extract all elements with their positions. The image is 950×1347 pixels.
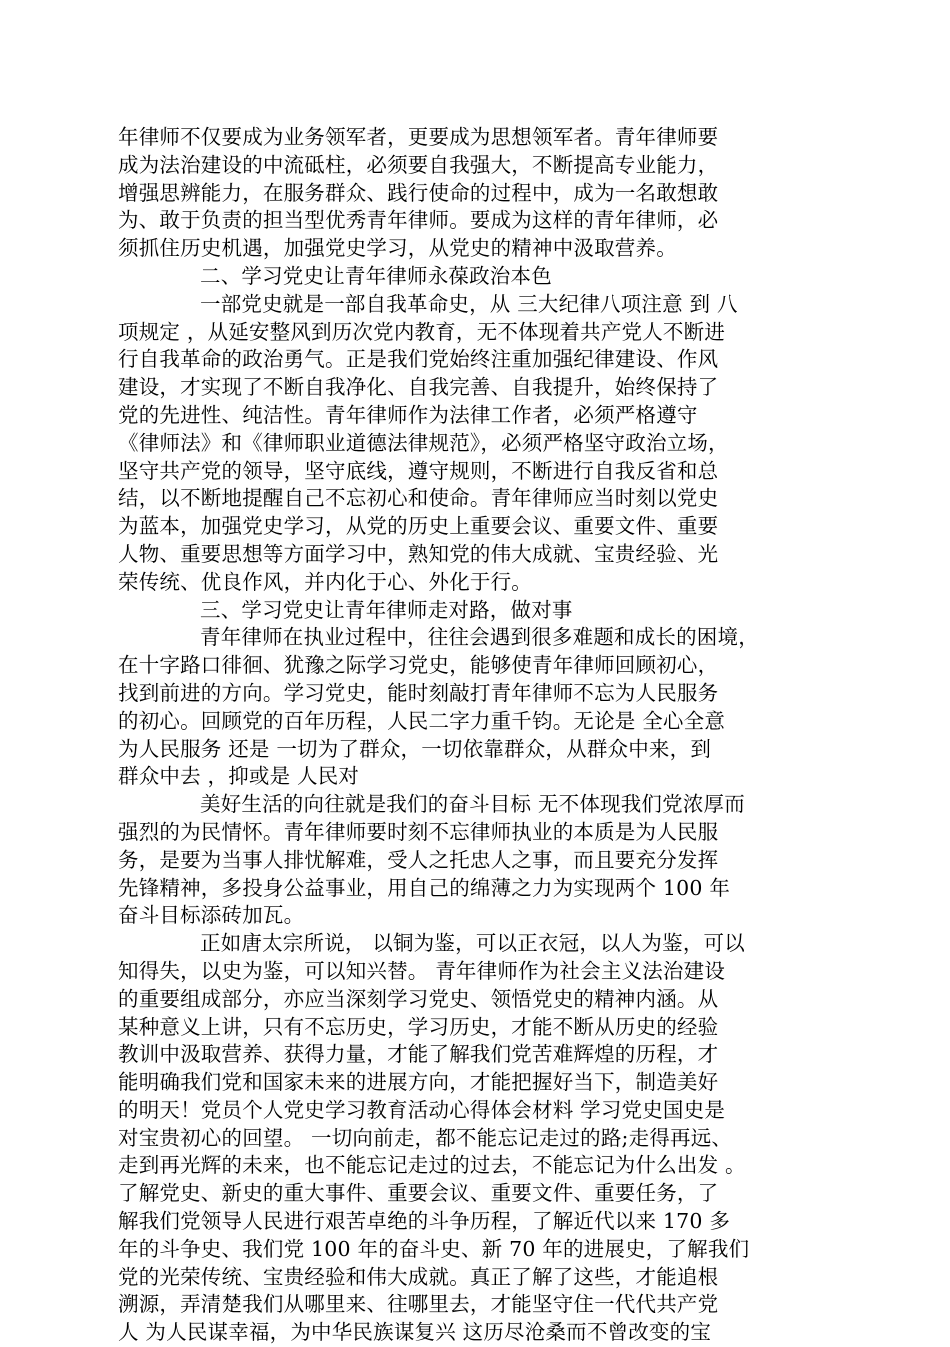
text-line: 务，是要为当事人排忧解难，受人之托忠人之事，而且要充分发挥 [118,847,719,872]
text-line: 年律师不仅要成为业务领军者，更要成为思想领军者。青年律师要 [118,125,719,149]
text-line: 对宝贵初心的回望。 一切向前走，都不能忘记走过的路;走得再远、 [118,1125,733,1150]
text-line: 为蓝本，加强党史学习，从党的历史上重要会议、重要文件、重要 [118,514,719,539]
text-line: 人物、重要思想等方面学习中，熟知党的伟大成就、宝贵经验、光 [118,541,719,566]
text-line: 为、敢于负责的担当型优秀青年律师。要成为这样的青年律师，必 [118,208,719,233]
text-line: 成为法治建设的中流砥柱，必须要自我强大，不断提高专业能力， [118,152,719,177]
paragraph-start-line: 三、学习党史让青年律师走对路，做对事 [200,597,573,622]
text-line: 党的先进性、纯洁性。青年律师作为法律工作者，必须严格遵守 [118,402,698,427]
text-line: 结，以不断地提醒自己不忘初心和使命。青年律师应当时刻以党史 [118,486,719,511]
text-line: 某种意义上讲，只有不忘历史，学习历史，才能不断从历史的经验 [118,1014,719,1039]
text-line: 年的斗争史、我们党 100 年的奋斗史、新 70 年的进展史，了解我们 [118,1236,750,1261]
text-line: 的明天！党员个人党史学习教育活动心得体会材料 学习党史国史是 [118,1097,726,1122]
text-line: 增强思辨能力，在服务群众、践行使命的过程中，成为一名敢想敢 [118,180,719,205]
paragraph-start-line: 一部党史就是一部自我革命史，从 三大纪律八项注意 到 八 [200,291,738,316]
text-line: 的重要组成部分，亦应当深刻学习党史、领悟党史的精神内涵。从 [118,986,719,1011]
text-line: 项规定 ，从延安整风到历次党内教育，无不体现着共产党人不断进 [118,319,726,344]
text-line: 的初心。回顾党的百年历程，人民二字力重千钧。无论是 全心全意 [118,708,726,733]
paragraph-start-line: 二、学习党史让青年律师永葆政治本色 [200,263,552,288]
paragraph-start-line: 正如唐太宗所说， 以铜为鉴，可以正衣冠，以人为鉴，可以 [200,931,745,956]
text-line: 能明确我们党和国家未来的进展方向，才能把握好当下，制造美好 [118,1070,719,1095]
text-line: 在十字路口徘徊、犹豫之际学习党史，能够使青年律师回顾初心， [118,653,719,678]
text-line: 溯源，弄清楚我们从哪里来、往哪里去，才能坚守住一代代共产党 [118,1292,719,1317]
text-line: 走到再光辉的未来，也不能忘记走过的过去，不能忘记为什么出发 。 [118,1153,746,1178]
text-line: 教训中汲取营养、获得力量，才能了解我们党苦难辉煌的历程，才 [118,1042,719,1067]
text-line: 人 为人民谋幸福，为中华民族谋复兴 这历尽沧桑而不曾改变的宝 [118,1320,712,1345]
text-line: 党的光荣传统、宝贵经验和伟大成就。真正了解了这些，才能追根 [118,1264,719,1289]
text-line: 坚守共产党的领导，坚守底线，遵守规则，不断进行自我反省和总 [118,458,719,483]
text-line: 知得失，以史为鉴，可以知兴替。 青年律师作为社会主义法治建设 [118,958,726,983]
text-line: 强烈的为民情怀。青年律师要时刻不忘律师执业的本质是为人民服 [118,819,719,844]
text-line: 行自我革命的政治勇气。正是我们党始终注重加强纪律建设、作风 [118,347,719,372]
text-line: 解我们党领导人民进行艰苦卓绝的斗争历程，了解近代以来 170 多 [118,1209,731,1234]
text-line: 《律师法》和《律师职业道德法律规范》，必须严格坚守政治立场， [118,430,729,455]
text-line: 群众中去 ，抑或是 人民对 [118,764,360,789]
document-page [118,124,832,1347]
text-line: 建设，才实现了不断自我净化、自我完善、自我提升，始终保持了 [118,375,719,400]
text-line: 找到前进的方向。学习党史，能时刻敲打青年律师不忘为人民服务 [118,680,719,705]
text-line: 为人民服务 还是 一切为了群众，一切依靠群众，从群众中来，到 [118,736,712,761]
text-line: 了解党史、新史的重大事件、重要会议、重要文件、重要任务，了 [118,1181,719,1206]
paragraph-start-line: 青年律师在执业过程中，往往会遇到很多难题和成长的困境， [200,625,759,650]
text-line: 先锋精神，多投身公益事业，用自己的绵薄之力为实现两个 100 年 [118,875,731,900]
paragraph-start-line: 美好生活的向往就是我们的奋斗目标 无不体现我们党浓厚而 [200,792,745,817]
text-line: 奋斗目标添砖加瓦。 [118,903,305,928]
text-line: 荣传统、优良作风，并内化于心、外化于行。 [118,569,532,594]
text-line: 须抓住历史机遇，加强党史学习，从党史的精神中汲取营养。 [118,236,677,261]
